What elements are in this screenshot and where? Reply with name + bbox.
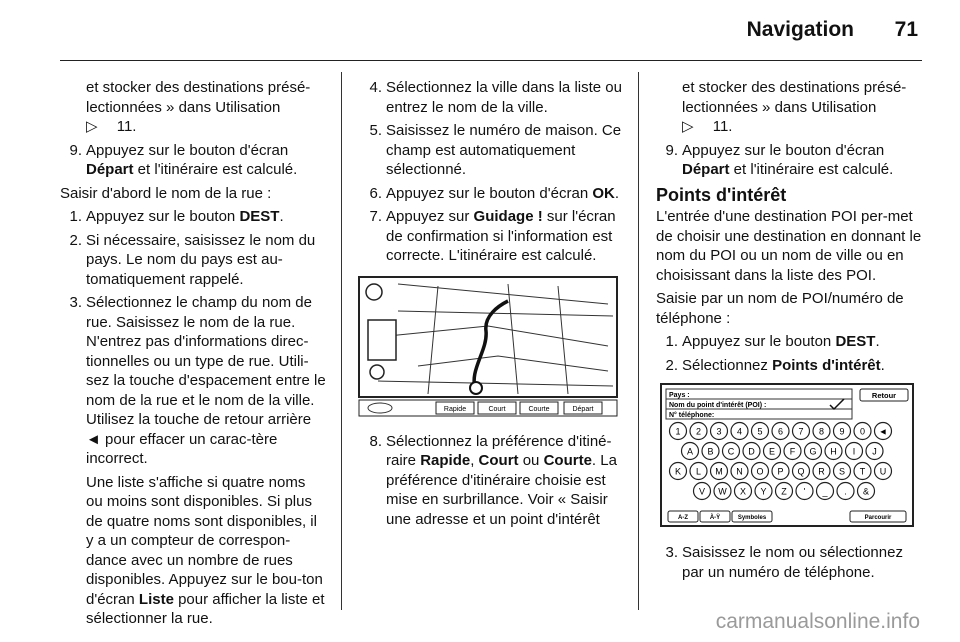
- kb-key-label: A: [686, 446, 694, 457]
- reference-arrow-icon: ▷: [682, 118, 694, 135]
- kb-field-label: N° téléphone:: [669, 412, 715, 419]
- kb-key-label: _: [822, 486, 828, 497]
- kb-bottom-label: Parcourir: [864, 515, 892, 521]
- kb-key-label: H: [830, 446, 837, 457]
- route-map-figure: [358, 276, 620, 418]
- column-divider: [341, 72, 342, 610]
- kb-key-label: P: [777, 466, 784, 477]
- kb-key-label: 5: [757, 426, 763, 437]
- column-middle: [360, 78, 624, 533]
- lead-text: Saisir d'abord le nom de la rue :: [60, 184, 272, 202]
- poi-keyboard-figure: [660, 383, 916, 529]
- compass-icon: [366, 284, 382, 300]
- reference-arrow-icon: ▷: [86, 118, 98, 135]
- kb-key-label: 2: [695, 426, 702, 437]
- kb-key-label: 4: [736, 426, 743, 437]
- list-item: 9. Appuyez sur le bouton d'écran Départ et l'itinéraire est calculé.: [665, 141, 894, 178]
- kb-key-label: 1: [675, 426, 681, 437]
- kb-key-label: 6: [777, 426, 784, 437]
- kb-key-label: T: [859, 466, 866, 477]
- kb-bottom-label: À-Ÿ: [709, 515, 721, 521]
- paragraph: Saisie par un nom de POI/numéro de téléphone :: [656, 290, 904, 327]
- section-heading: Points d'intérêt: [656, 184, 787, 205]
- kb-key-label: V: [698, 486, 706, 497]
- list-item: 2. Sélectionnez Points d'intérêt.: [665, 356, 885, 374]
- list-item: 3. Sélectionnez le champ du nom de rue. Saisissez le nom de la rue. N'entrez pas d'informations direc-tionnelles ou un type de rue. Utili-sez la touche d'espacement entre le nom de la rue et le nom de la ville. Utilisez la touche de retour arrière ◄ pour effacer un carac-tère incorrect.: [69, 294, 326, 467]
- poi-keyboard-screen: [660, 383, 916, 529]
- paragraph: Une liste s'affiche si quatre noms ou moins sont disponibles. Si plus de quatre noms sont disponibles, il y a un compteur de correspon-dance avec un nombre de rues disponibles. Appuyez sur le bou-ton d'écran Liste pour afficher la liste et sélectionner la rue.: [86, 473, 325, 627]
- kb-key-label: C: [727, 446, 735, 457]
- kb-key-label: Q: [797, 466, 805, 477]
- route-button-label: Courte: [528, 405, 550, 413]
- kb-key-label: K: [674, 466, 682, 477]
- kb-bottom-label: Symboles: [737, 515, 767, 521]
- kb-key-label: ◄: [878, 426, 888, 437]
- kb-key-label: M: [715, 466, 723, 477]
- list-item: 2. Si nécessaire, saisissez le nom du pays. Le nom du pays est au-tomatiquement rappelé.: [69, 231, 316, 288]
- paragraph: et stocker des destinations présé-lectionnées » dans Utilisation ▷ 11.: [86, 79, 311, 135]
- list-item: 6. Appuyez sur le bouton d'écran OK.: [369, 184, 620, 202]
- menu-icon: [370, 365, 384, 379]
- kb-key-label: 8: [818, 426, 825, 437]
- route-map-screen: [358, 276, 620, 418]
- kb-key-label: 3: [716, 426, 722, 437]
- page-header: [0, 0, 960, 62]
- page-title: Navigation: [746, 18, 854, 41]
- list-item: 4. Sélectionnez la ville dans la liste ou entrez le nom de la ville.: [369, 79, 622, 116]
- kb-key-label: &: [862, 486, 870, 497]
- kb-key-label: 9: [839, 426, 845, 437]
- page-reference: 11.: [693, 118, 733, 135]
- column-left: [60, 78, 326, 633]
- kb-key-label: E: [768, 446, 776, 457]
- paragraph: et stocker des destinations présé-lectionnées » dans Utilisation ▷ 11.: [682, 79, 907, 135]
- kb-key-label: S: [838, 466, 846, 477]
- kb-key-label: D: [748, 446, 755, 457]
- watermark: carmanualsonline.info: [715, 610, 920, 633]
- kb-field-label: Pays :: [669, 392, 690, 399]
- kb-key-label: U: [879, 466, 887, 477]
- scale-panel-icon: [368, 320, 396, 360]
- kb-key-label: ': [803, 486, 806, 497]
- route-button-label: Départ: [572, 405, 594, 413]
- kb-key-label: .: [844, 486, 847, 497]
- list-item: 8. Sélectionnez la préférence d'itiné-raire Rapide, Court ou Courte. La préférence d'itinéraire choisie est mise en surbrillance. Voir « Saisir une adresse et un point d'intérêt: [369, 432, 617, 528]
- list-item: 1. Appuyez sur le bouton DEST.: [665, 333, 880, 350]
- kb-key-label: X: [739, 486, 747, 497]
- kb-key-label: Z: [781, 486, 787, 497]
- list-item: 1. Appuyez sur le bouton DEST.: [69, 208, 284, 225]
- kb-key-label: F: [789, 446, 796, 457]
- header-rule: [60, 60, 922, 61]
- column-divider: [638, 72, 639, 610]
- kb-key-label: L: [695, 466, 702, 477]
- kb-key-label: 7: [798, 426, 804, 437]
- kb-key-label: R: [818, 466, 825, 477]
- kb-key-label: I: [852, 446, 856, 457]
- destination-icon: [470, 382, 482, 394]
- kb-key-label: O: [756, 466, 764, 477]
- page-reference: 11.: [97, 118, 137, 135]
- list-item: 7. Appuyez sur Guidage ! sur l'écran de confirmation si l'information est correcte. L'itinéraire est calculé.: [369, 208, 616, 264]
- kb-retour-label: Retour: [871, 391, 897, 400]
- kb-bottom-label: A-Z: [678, 515, 688, 521]
- kb-key-label: W: [718, 486, 727, 497]
- list-item: 9. Appuyez sur le bouton d'écran Départ et l'itinéraire est calculé.: [69, 141, 298, 178]
- kb-key-label: B: [707, 446, 714, 457]
- paragraph: L'entrée d'une destination POI per-met de choisir une destination en donnant le nom du POI ou un nom de ville ou en choisissant dans la liste des POI.: [656, 208, 922, 284]
- map-button-icon: [368, 403, 392, 413]
- column-right: [656, 78, 922, 586]
- kb-field-label: Nom du point d'intérêt (POI) :: [669, 402, 767, 409]
- list-item: 5. Saisissez le numéro de maison. Ce champ est automatiquement sélectionné.: [369, 122, 622, 178]
- kb-key-label: G: [809, 446, 817, 457]
- route-button-label: Rapide: [443, 405, 467, 413]
- list-item: 3. Saisissez le nom ou sélectionnez par un numéro de téléphone.: [665, 544, 903, 581]
- kb-key-label: Y: [760, 486, 767, 497]
- route-button-label: Court: [488, 405, 506, 413]
- kb-key-label: J: [872, 446, 877, 457]
- page-number: 71: [894, 18, 918, 41]
- kb-key-label: N: [736, 466, 743, 477]
- kb-key-label: 0: [859, 426, 866, 437]
